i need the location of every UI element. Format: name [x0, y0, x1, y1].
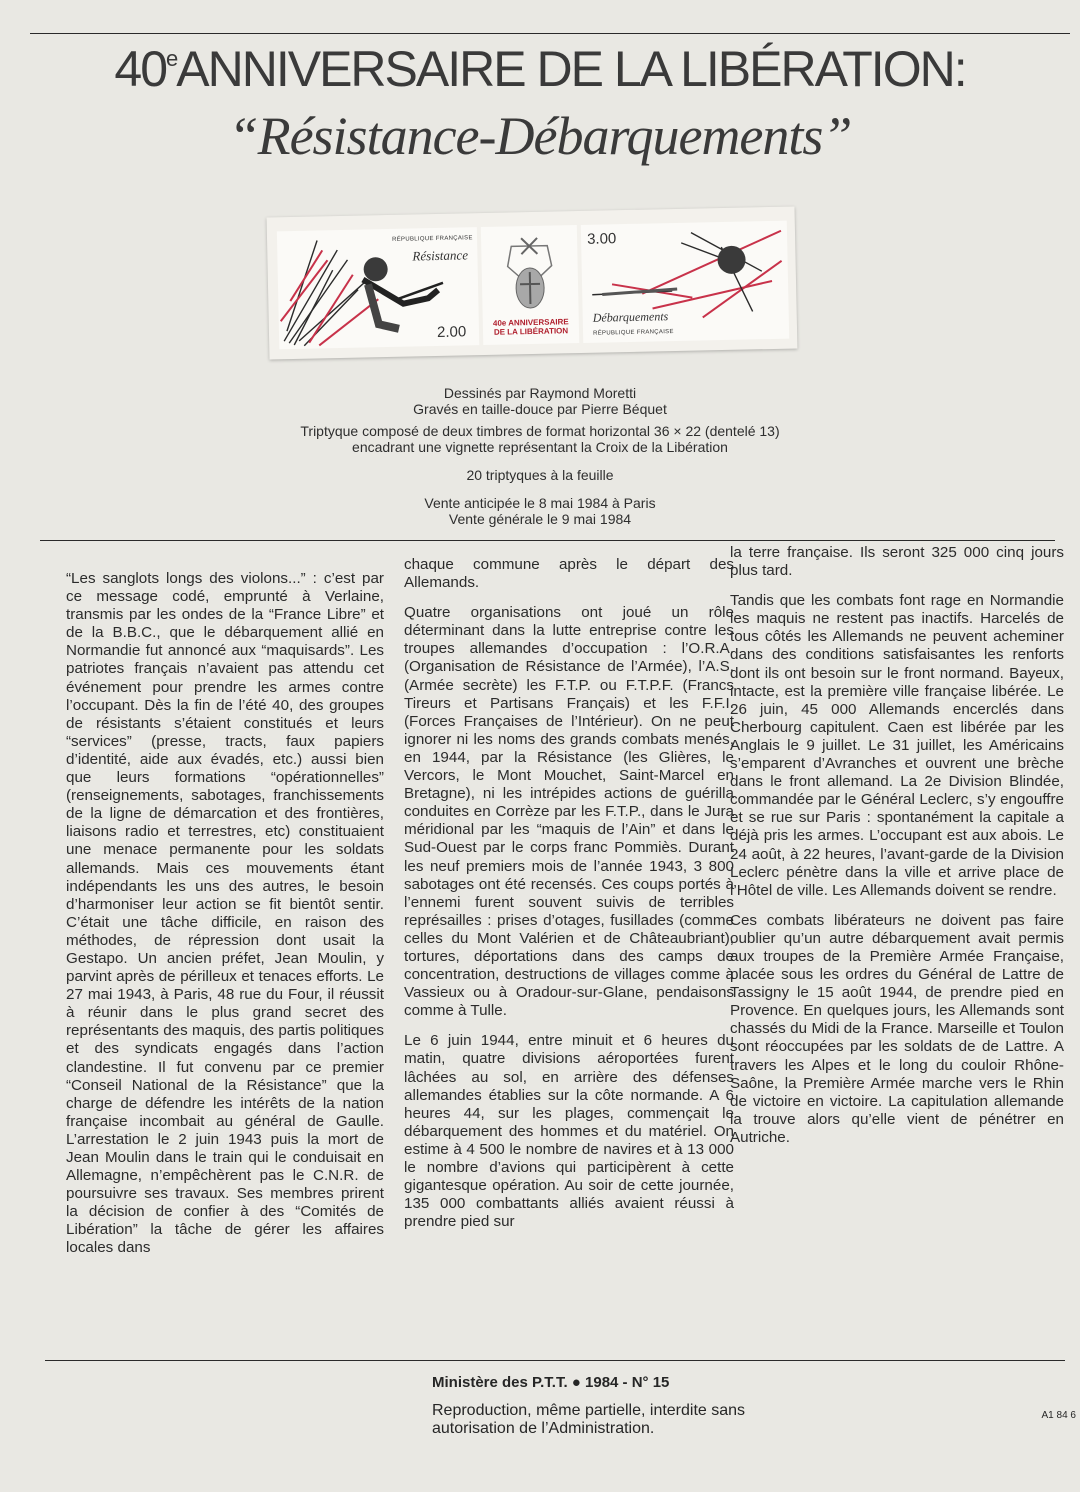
stamp-resistance: [277, 227, 479, 349]
engraver-line: Gravés en taille-douce par Pierre Béquet: [413, 401, 667, 417]
title-prefix: 40: [114, 41, 167, 97]
sale-line-2: Vente générale le 9 mai 1984: [448, 511, 632, 527]
sheet-line: 20 triptyques à la feuille: [466, 467, 614, 483]
format-line-1: Triptyque composé de deux timbres de format horizontal 36 × 22 (dentelé 13): [300, 423, 780, 439]
col3-paragraph-2: Tandis que les combats font rage en Normandie les maquis ne restent pas inactifs. Harcelés de tous côtés les Allemands ne peuvent acheminer dans des conditions satisfaisantes les renforts dont ils ont besoin sur le front normand. Bayeux, intacte, est la première ville française libérée. Le 26 juin, 45 000 Allemands encerclés dans Cherbourg capitulent. Caen est libérée par les Anglais le 9 juillet. Le 31 juillet, les Américains s’emparent d’Avranches et ouvrent une brèche dans le front allemand. La 2e Division Blindée, commandée par le Général Leclerc, s’y engouffre et se rue sur Paris : spontanément la capitale a déjà pris les armes. L’occupant est aux abois. Le 24 août, à 22 heures, l’avant-garde de la Division Leclerc pénètre dans la ville et arrive place de l’Hôtel de ville. Les Allemands doivent se rendre.: [730, 592, 1064, 899]
stamp-vignette-line1: 40e ANNIVERSAIRE: [492, 317, 569, 328]
stamp-vignette-line2: DE LA LIBÉRATION: [493, 326, 569, 337]
page-title: [60, 40, 1020, 98]
stamp-debarquements-country: RÉPUBLIQUE FRANÇAISE: [593, 329, 674, 337]
stamp-debarquements: [581, 221, 789, 343]
footer-issue: 1984 - N° 15: [585, 1374, 670, 1391]
page-subtitle: “Résistance-Débarquements”: [228, 106, 852, 166]
col2-paragraph-1: chaque commune après le départ des Allemands.: [404, 556, 734, 592]
stamp-debarquements-value: 3.00: [586, 230, 617, 248]
col1-paragraph-1: “Les sanglots longs des violons...” : c’est par ce message codé, emprunté à Verlaine, transmis par les ondes de la “France Libre” et de la B.B.C., que le débarquement allié en Normandie fut annoncé aux “maquisards”. Les patriotes français n’avaient pas attendu cet événement pour prendre les armes contre l’occupant. Dès la fin de l’été 40, des groupes de résistants s’étaient constitués et leurs “services” (presse, tracts, faux papiers d’identité, aide aux évadés, etc.) aussi bien que leurs formations “opérationnelles” (renseignements, sabotages, franchissements de la ligne de démarcation et des frontières, liaisons radio et terrestres, etc) constituaient une menace permanente pour les soldats allemands. Mais ces mouvements étant indépendants les uns des autres, le besoin d’harmoniser leur action se fit bientôt sentir. C’était une tâche difficile, en raison des méthodes, de répression dont usait la Gestapo. Un ancien préfet, Jean Moulin, y parvint après de périlleux et tenaces efforts. Le 27 mai 1943, à Paris, 48 rue du Four, il réussit à réunir dans le plus grand secret des représentants des maquis, des partis politiques et des syndicats engagés dans l’action clandestine. Il fut convenu par ce premier “Conseil National de la Résistance” que la charge de défendre les intérêts de la nation française incombait au général de Gaulle. L’arrestation le 2 juin 1943 puis la mort de Jean Moulin dans le train qui le conduisait en Allemagne, n’empêchèrent pas le C.N.R. de poursuivre ses travaux. Ses membres prirent la décision de confier à des “Comités de Libération” la tâche de gérer les affaires locales dans: [66, 570, 384, 1257]
designer-line: Dessinés par Raymond Moretti: [443, 385, 637, 401]
mid-rule: [40, 540, 1055, 541]
stamp-debarquements-name: Débarquements: [592, 309, 669, 325]
stamp-vignette: [481, 225, 579, 345]
bottom-rule: [45, 1360, 1065, 1361]
col2-paragraph-3: Le 6 juin 1944, entre minuit et 6 heures du matin, quatre divisions aéroportées furent lâchées au sol, en arrière des défenses allemandes établies sur la côte normande. A 6 heures 44, sur les plages, commençait le débarquement des hommes et du matériel. On estime à 4 500 le nombre de navires et à 13 000 le nombre d’avions qui participèrent à cette gigantesque opération. Au soir de cette journée, 135 000 combattants alliés avaient réussi à prendre pied sur: [404, 1032, 734, 1231]
stamp-resistance-country: RÉPUBLIQUE FRANÇAISE: [392, 235, 473, 243]
stamp-resistance-value: 2.00: [436, 323, 467, 341]
title-sup: e: [166, 46, 177, 71]
stamp-resistance-name: Résistance: [412, 247, 469, 264]
sale-line-1: Vente anticipée le 8 mai 1984 à Paris: [424, 495, 656, 511]
document-code: A1 84 6: [1041, 1410, 1076, 1421]
article-column-1: [66, 570, 384, 1270]
footer-reproduction-note: Reproduction, même partielle, interdite sans autorisation de l’Administration.: [432, 1402, 746, 1437]
col3-paragraph-3: Ces combats libérateurs ne doivent pas faire oublier qu’un autre débarquement avait permis aux troupes de la Première Armée Française, placée sous les ordres du Général de Lattre de Tassigny le 15 août 1944, de prendre pied en Provence. En quelques jours, les Allemands sont chassés du Midi de la France. Marseille et Toulon sont réoccupées par les soldats de de Lattre. A travers les Alpes et le long du couloir Rhône-Saône, la Première Armée marche vers le Rhin de victoire en victoire. La capitulation allemande la trouve alors qu’elle vient de pénétrer en Autriche.: [730, 911, 1064, 1146]
stamp-vignette-caption: [483, 317, 579, 337]
col2-paragraph-2: Quatre organisations ont joué un rôle déterminant dans la lutte entreprise contre les troupes allemandes d’occupation : l’O.R.A. (Organisation de Résistance de l’Armée), l’A.S. (Armée secrète) les F.T.P. ou F.T.P.F. (Francs Tireurs et Partisans Français) et les F.F.I. (Forces Françaises de l’Intérieur). On ne peut ignorer ni les noms des grands combats menés, en 1944, par la Résistance (les Glières, le Vercors, le Mont Mouchet, Saint-Marcel en Bretagne), ni les intrépides actions de guérilla conduites en Corrèze par les F.T.P., dans le Jura méridional par les “maquis de l’Ain” et dans le Sud-Ouest par le corps franc Pommiès. Durant les neuf premiers mois de l’année 1943, 3 800 sabotages ont été recensés. Ces coups portés à l’ennemi furent souvent suivis de terribles représailles : prises d’otages, fusillades (comme celles du Mont Valérien et de Châteaubriant), tortures, déportations dans des camps de concentration, destructions de villages comme à Vassieux ou à Oradour-sur-Glane, pendaisons comme à Tulle.: [404, 604, 734, 1020]
col3-paragraph-1: la terre française. Ils seront 325 000 cinq jours plus tard.: [730, 544, 1064, 580]
footer-bullet: ●: [571, 1374, 581, 1391]
format-line-2: encadrant une vignette représentant la Croix de la Libération: [352, 439, 728, 455]
title-rest: ANNIVERSAIRE DE LA LIBÉRATION:: [176, 41, 966, 97]
footer-title: [432, 1374, 669, 1391]
article-column-3: [730, 544, 1064, 1159]
article-column-2: [404, 556, 734, 1243]
top-rule: [30, 33, 1070, 34]
footer-ministry: Ministère des P.T.T.: [432, 1374, 568, 1391]
stamp-triptych: [267, 206, 798, 359]
